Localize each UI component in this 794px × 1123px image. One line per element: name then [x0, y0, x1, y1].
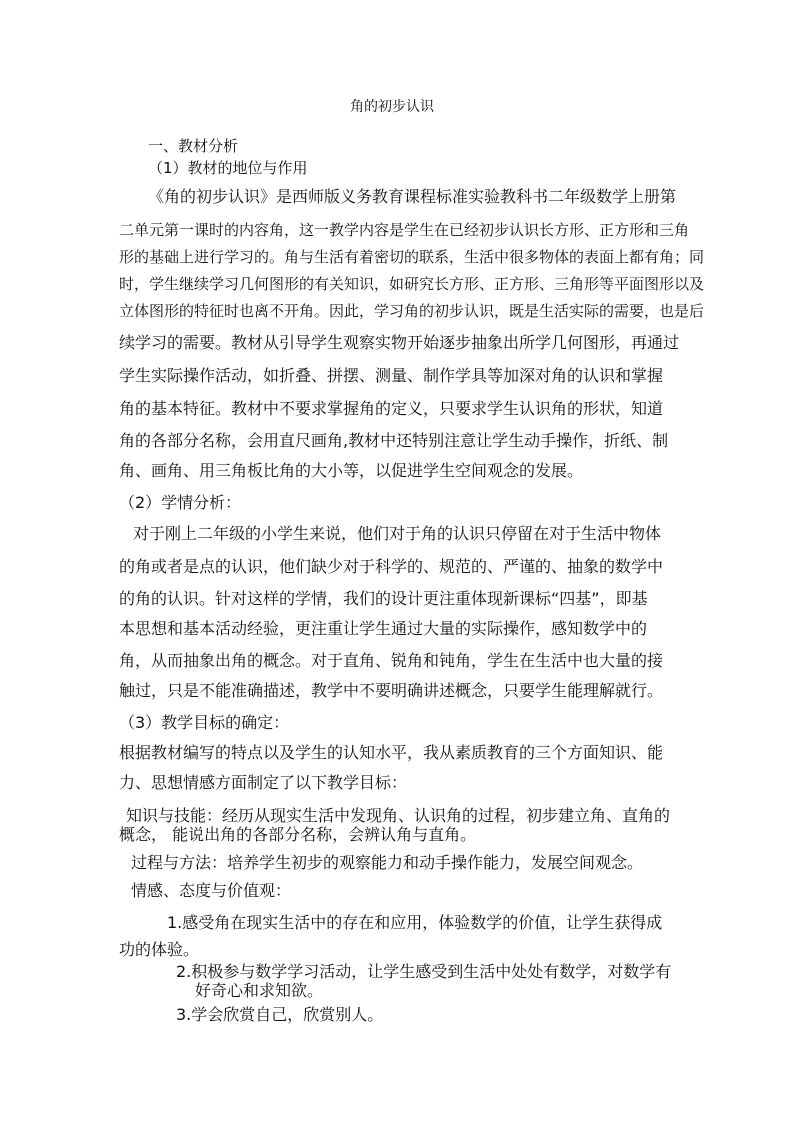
emotion-item: 1.感受角在现实生活中的存在和应用，体验数学的价值，让学生获得成 [167, 913, 663, 932]
emotion-item: 2.积极参与数学学习活动，让学生感受到生活中处处有数学，对数学有 [176, 962, 672, 981]
paragraph-line: 的角的认识。针对这样的学情，我们的设计更注重体现新课标“四基”，即基 [119, 589, 648, 608]
paragraph-line: 学生实际操作活动，如折叠、拼摆、测量、制作学具等加深对角的认识和掌握 [119, 366, 664, 385]
section-heading: 一、教材分析 [148, 137, 239, 155]
paragraph-line: 的角或者是点的认识，他们缺少对于科学的、规范的、严谨的、抽象的数学中 [119, 557, 664, 576]
paragraph-line: 形的基础上进行学习的。角与生活有着密切的联系，生活中很多物体的表面上都有角；同 [119, 248, 705, 266]
paragraph-line: 立体图形的特征时也离不开角。因此，学习角的初步认识，既是生活实际的需要，也是后 [119, 302, 705, 320]
emotion-item-continued: 功的体验。 [119, 940, 200, 959]
paragraph-line: 《角的初步认识》是西师版义务教育课程标准实验教科书二年级数学上册第 [148, 187, 677, 206]
paragraph-line: 角、画角、用三角板比角的大小等，以促进学生空间观念的发展。 [119, 461, 584, 480]
paragraph-line: 角，从而抽象出角的概念。对于直角、锐角和钝角，学生在生活中也大量的接 [119, 651, 664, 670]
paragraph-line: 力、思想情感方面制定了以下教学目标： [119, 773, 408, 792]
subsection-heading: （2）学情分析： [119, 493, 242, 512]
subsection-heading: （1）教材的地位与作用 [148, 159, 308, 177]
document-title: 角的初步认识 [350, 99, 434, 115]
paragraph-line: 续学习的需要。教材从引导学生观察实物开始逐步抽象出所学几何图形，再通过 [119, 333, 680, 352]
paragraph-line: 本思想和基本活动经验，更注重让学生通过大量的实际操作，感知数学中的 [119, 619, 648, 638]
paragraph-line: 触过，只是不能准确描述，教学中不要明确讲述概念，只要学生能理解就行。 [119, 681, 664, 700]
paragraph-line: 对于刚上二年级的小学生来说，他们对于角的认识只停留在对于生活中物体 [133, 524, 662, 543]
paragraph-line: 时，学生继续学习几何图形的有关知识，如研究长方形、正方形、三角形等平面图形以及 [119, 275, 705, 293]
paragraph-line: 二单元第一课时的内容角，这一教学内容是学生在已经初步认识长方形、正方形和三角 [119, 221, 690, 239]
paragraph-line: 根据教材编写的特点以及学生的认知水平，我从素质教育的三个方面知识、能 [119, 743, 664, 762]
subsection-heading: （3）教学目标的确定： [119, 713, 290, 732]
goal-knowledge-line: 知识与技能：经历从现实生活中发现角、认识角的过程，初步建立角、直角的 [126, 806, 671, 825]
emotion-item: 3.学会欣赏自己，欣赏别人。 [176, 1005, 384, 1024]
goal-emotion-heading: 情感、态度与价值观： [131, 881, 292, 900]
paragraph-line: 角的基本特征。教材中不要求掌握角的定义，只要求学生认识角的形状，知道 [119, 399, 664, 418]
goal-process: 过程与方法：培养学生初步的观察能力和动手操作能力，发展空间观念。 [131, 853, 644, 872]
emotion-item-continued: 好奇心和求知欲。 [195, 981, 324, 1000]
paragraph-line: 角的各部分名称，会用直尺画角,教材中还特别注意让学生动手操作，折纸、制 [119, 431, 669, 450]
goal-knowledge-line: 概念， 能说出角的各部分名称，会辨认角与直角。 [119, 825, 477, 844]
